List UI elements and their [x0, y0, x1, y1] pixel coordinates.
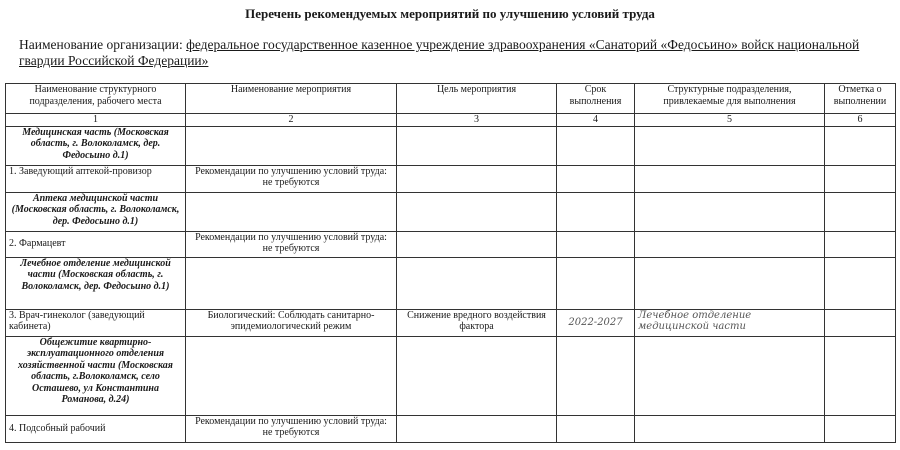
table-cell: [635, 336, 825, 415]
col-number: 4: [557, 114, 635, 127]
header-row: [6, 84, 896, 114]
table-cell: [186, 336, 397, 415]
table-cell: [397, 192, 557, 231]
workplace-cell: 1. Заведующий аптекой-провизор: [6, 165, 186, 192]
table-row: [6, 165, 896, 192]
mark-cell: [825, 309, 896, 336]
workplace-cell: 4. Подсобный рабочий: [6, 415, 186, 442]
table-cell: [825, 126, 896, 165]
table-cell: [635, 192, 825, 231]
table-cell: [635, 257, 825, 309]
col-header-units: Структурные подразделения, привлекаемые для выполнения: [635, 84, 825, 114]
table-cell: [557, 126, 635, 165]
units-cell: [635, 231, 825, 257]
term-cell: [557, 231, 635, 257]
section-title: Аптека медицинской части (Московская область, г. Волоколамск, дер. Федосьино д.1): [6, 192, 186, 231]
goal-cell: Снижение вредного воздействия фактора: [397, 309, 557, 336]
measure-cell: Биологический: Соблюдать санитарно-эпидемиологический режим: [186, 309, 397, 336]
table-row: [6, 309, 896, 336]
goal-cell: [397, 165, 557, 192]
measures-table: [5, 83, 896, 443]
col-header-workplace: Наименование структурного подразделения, рабочего места: [6, 84, 186, 114]
organization-line: [19, 37, 889, 69]
organization-name: федеральное государственное казенное учреждение здравоохранения «Санаторий «Федосьино» войск национальной гвардии Российской Федерации»: [19, 37, 860, 68]
term-cell: [557, 165, 635, 192]
workplace-cell: 2. Фармацевт: [6, 231, 186, 257]
col-header-mark: Отметка о выполнении: [825, 84, 896, 114]
col-number: 5: [635, 114, 825, 127]
section-title: Медицинская часть (Московская область, г. Волоколамск, дер. Федосьино д.1): [6, 126, 186, 165]
mark-cell: [825, 165, 896, 192]
document-title: Перечень рекомендуемых мероприятий по улучшению условий труда: [245, 6, 655, 21]
section-row: [6, 192, 896, 231]
table-cell: [557, 192, 635, 231]
mark-cell: [825, 415, 896, 442]
col-header-measure: Наименование мероприятия: [186, 84, 397, 114]
term-cell-handwritten: 2022-2027: [557, 309, 635, 336]
col-number: 3: [397, 114, 557, 127]
col-number: 2: [186, 114, 397, 127]
col-header-term: Срок выполнения: [557, 84, 635, 114]
table-cell: [825, 192, 896, 231]
col-number: 6: [825, 114, 896, 127]
section-title: Лечебное отделение медицинской части (Московская область, г. Волоколамск, дер. Федосьино д.1): [6, 257, 186, 309]
table-cell: [186, 126, 397, 165]
table-cell: [557, 336, 635, 415]
table-cell: [557, 257, 635, 309]
measure-cell: Рекомендации по улучшению условий труда: не требуются: [186, 415, 397, 442]
col-header-goal: Цель мероприятия: [397, 84, 557, 114]
section-row: [6, 336, 896, 415]
table-cell: [186, 257, 397, 309]
table-row: [6, 231, 896, 257]
goal-cell: [397, 231, 557, 257]
table-cell: [397, 126, 557, 165]
units-cell: [635, 415, 825, 442]
section-row: [6, 126, 896, 165]
organization-label: Наименование организации:: [19, 37, 183, 52]
goal-cell: [397, 415, 557, 442]
col-number: 1: [6, 114, 186, 127]
measure-cell: Рекомендации по улучшению условий труда: не требуются: [186, 231, 397, 257]
table-cell: [397, 257, 557, 309]
term-cell: [557, 415, 635, 442]
column-numbers-row: [6, 114, 896, 127]
measure-cell: Рекомендации по улучшению условий труда: не требуются: [186, 165, 397, 192]
table-row: [6, 415, 896, 442]
workplace-cell: 3. Врач-гинеколог (заведующий кабинета): [6, 309, 186, 336]
units-cell-handwritten: Лечебное отделение медицинской части: [635, 309, 825, 336]
table-cell: [186, 192, 397, 231]
section-title: Общежитие квартирно-эксплуатационного отделения хозяйственной части (Московская область, г.Волоколамск, село Осташево, ул Константина Романова, д.24): [6, 336, 186, 415]
section-row: [6, 257, 896, 309]
table-cell: [397, 336, 557, 415]
table-cell: [825, 257, 896, 309]
units-cell: [635, 165, 825, 192]
table-cell: [825, 336, 896, 415]
table-cell: [635, 126, 825, 165]
mark-cell: [825, 231, 896, 257]
